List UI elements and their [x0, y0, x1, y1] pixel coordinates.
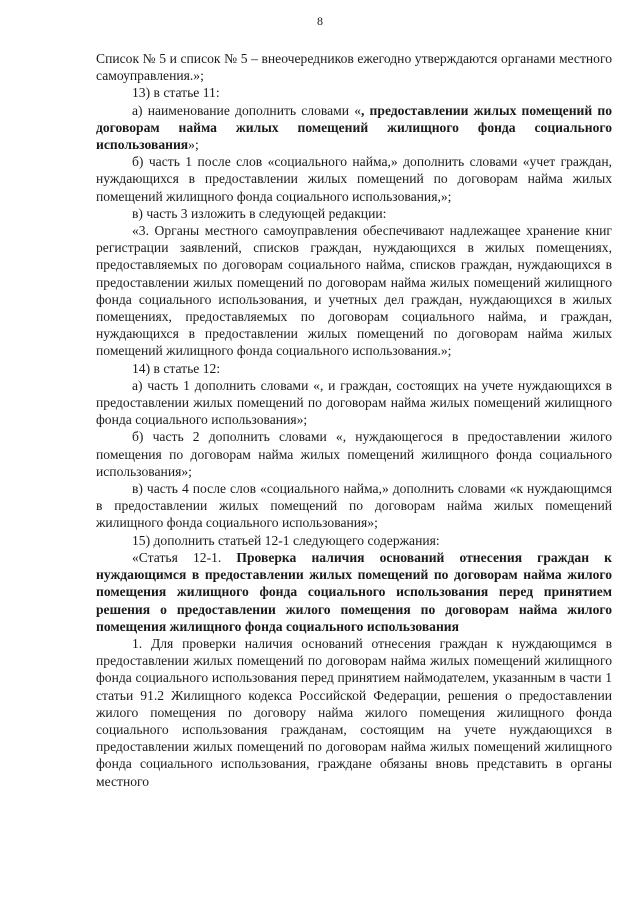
paragraph-p1 — [96, 50, 612, 84]
bold-text: , предоставлении жилых помещений по договорам найма жилых помещений жилищного фонда социального использования — [96, 102, 612, 153]
text-run: «3. Органы местного самоуправления обеспечивают надлежащее хранение книг регистрации заявлений, списков граждан, нуждающихся в жилых помещениях, предоставляемых по договорам социального найма, списков граждан, нуждающихся в предоставлении жилых помещений по договорам найма жилых помещений жилищного фонда социального использования, и учетных дел граждан, нуждающихся в жилых помещениях, предоставляемых по договорам социального найма, и граждан, нуждающихся в предоставлении жилых помещений по договорам найма жилых помещений жилищного фонда социального использования.»; — [96, 223, 612, 359]
paragraph-p9 — [96, 428, 612, 480]
text-run: в) часть 4 после слов «социального найма,» дополнить словами «к нуждающимся в предоставлении жилых помещений по договорам найма жилых помещений жилищного фонда социального использования»; — [96, 481, 612, 531]
text-run: 13) в статье 11: — [132, 85, 220, 101]
paragraph-p2 — [96, 84, 612, 101]
text-run: а) часть 1 дополнить словами «, и граждан, состоящих на учете нуждающихся в предоставлении жилых помещений по договорам найма жилых помещений жилищного фонда социального использования»; — [96, 377, 612, 428]
paragraph-p12 — [96, 549, 612, 635]
text-run: в) часть 3 изложить в следующей редакции: — [132, 205, 387, 221]
bold-text: Проверка наличия оснований отнесения граждан к нуждающимся в предоставлении жилых помещений по договорам найма жилого помещения жилищного фонда социального использования перед принятием решения о предоставлении жилого помещения по договорам найма жилого помещения жилищного фонда социального использования — [96, 549, 612, 634]
text-run: б) часть 2 дополнить словами «, нуждающегося в предоставлении жилого помещения по договорам найма жилых помещений жилищного фонда социального использования»; — [96, 429, 612, 479]
paragraph-p11 — [96, 532, 612, 549]
text-run: 15) дополнить статьей 12-1 следующего содержания: — [132, 532, 440, 548]
paragraph-p4 — [96, 153, 612, 205]
page-number: 8 — [317, 14, 323, 28]
paragraph-p10 — [96, 480, 612, 532]
paragraph-p5 — [96, 205, 612, 222]
text-run: »; — [188, 137, 199, 153]
text-run: а) наименование дополнить словами « — [132, 102, 361, 118]
text-run: 1. Для проверки наличия оснований отнесения граждан к нуждающимся в предоставлении жилых помещений по договорам найма жилых помещений жилищного фонда социального использования перед принятием наймодателем, указанным в части 1 статьи 91.2 Жилищного кодекса Российской Федерации, решения о предоставлении жилого помещения по договору найма жилого помещения жилищного фонда социального использования гражданам, состоящим на учете нуждающихся в предоставлении жилых помещений по договорам найма жилых помещений жилищного фонда социального использования, граждане обязаны вновь представить в органы местного — [96, 635, 612, 789]
text-run: б) часть 1 после слов «социального найма,» дополнить словами «учет граждан, нуждающихся в предоставлении жилых помещений по договорам найма жилых помещений жилищного фонда социального использования,»; — [96, 154, 612, 204]
paragraph-p13 — [96, 635, 612, 790]
paragraph-p7 — [96, 360, 612, 377]
text-run: Список № 5 и список № 5 – внеочередников ежегодно утверждаются органами местного самоуправления.»; — [96, 51, 612, 84]
paragraph-p8 — [96, 377, 612, 429]
paragraph-p3 — [96, 102, 612, 154]
text-run: 14) в статье 12: — [132, 360, 221, 376]
paragraph-p6 — [96, 222, 612, 360]
document-body — [96, 50, 612, 790]
text-run: «Статья 12-1. — [132, 549, 237, 565]
